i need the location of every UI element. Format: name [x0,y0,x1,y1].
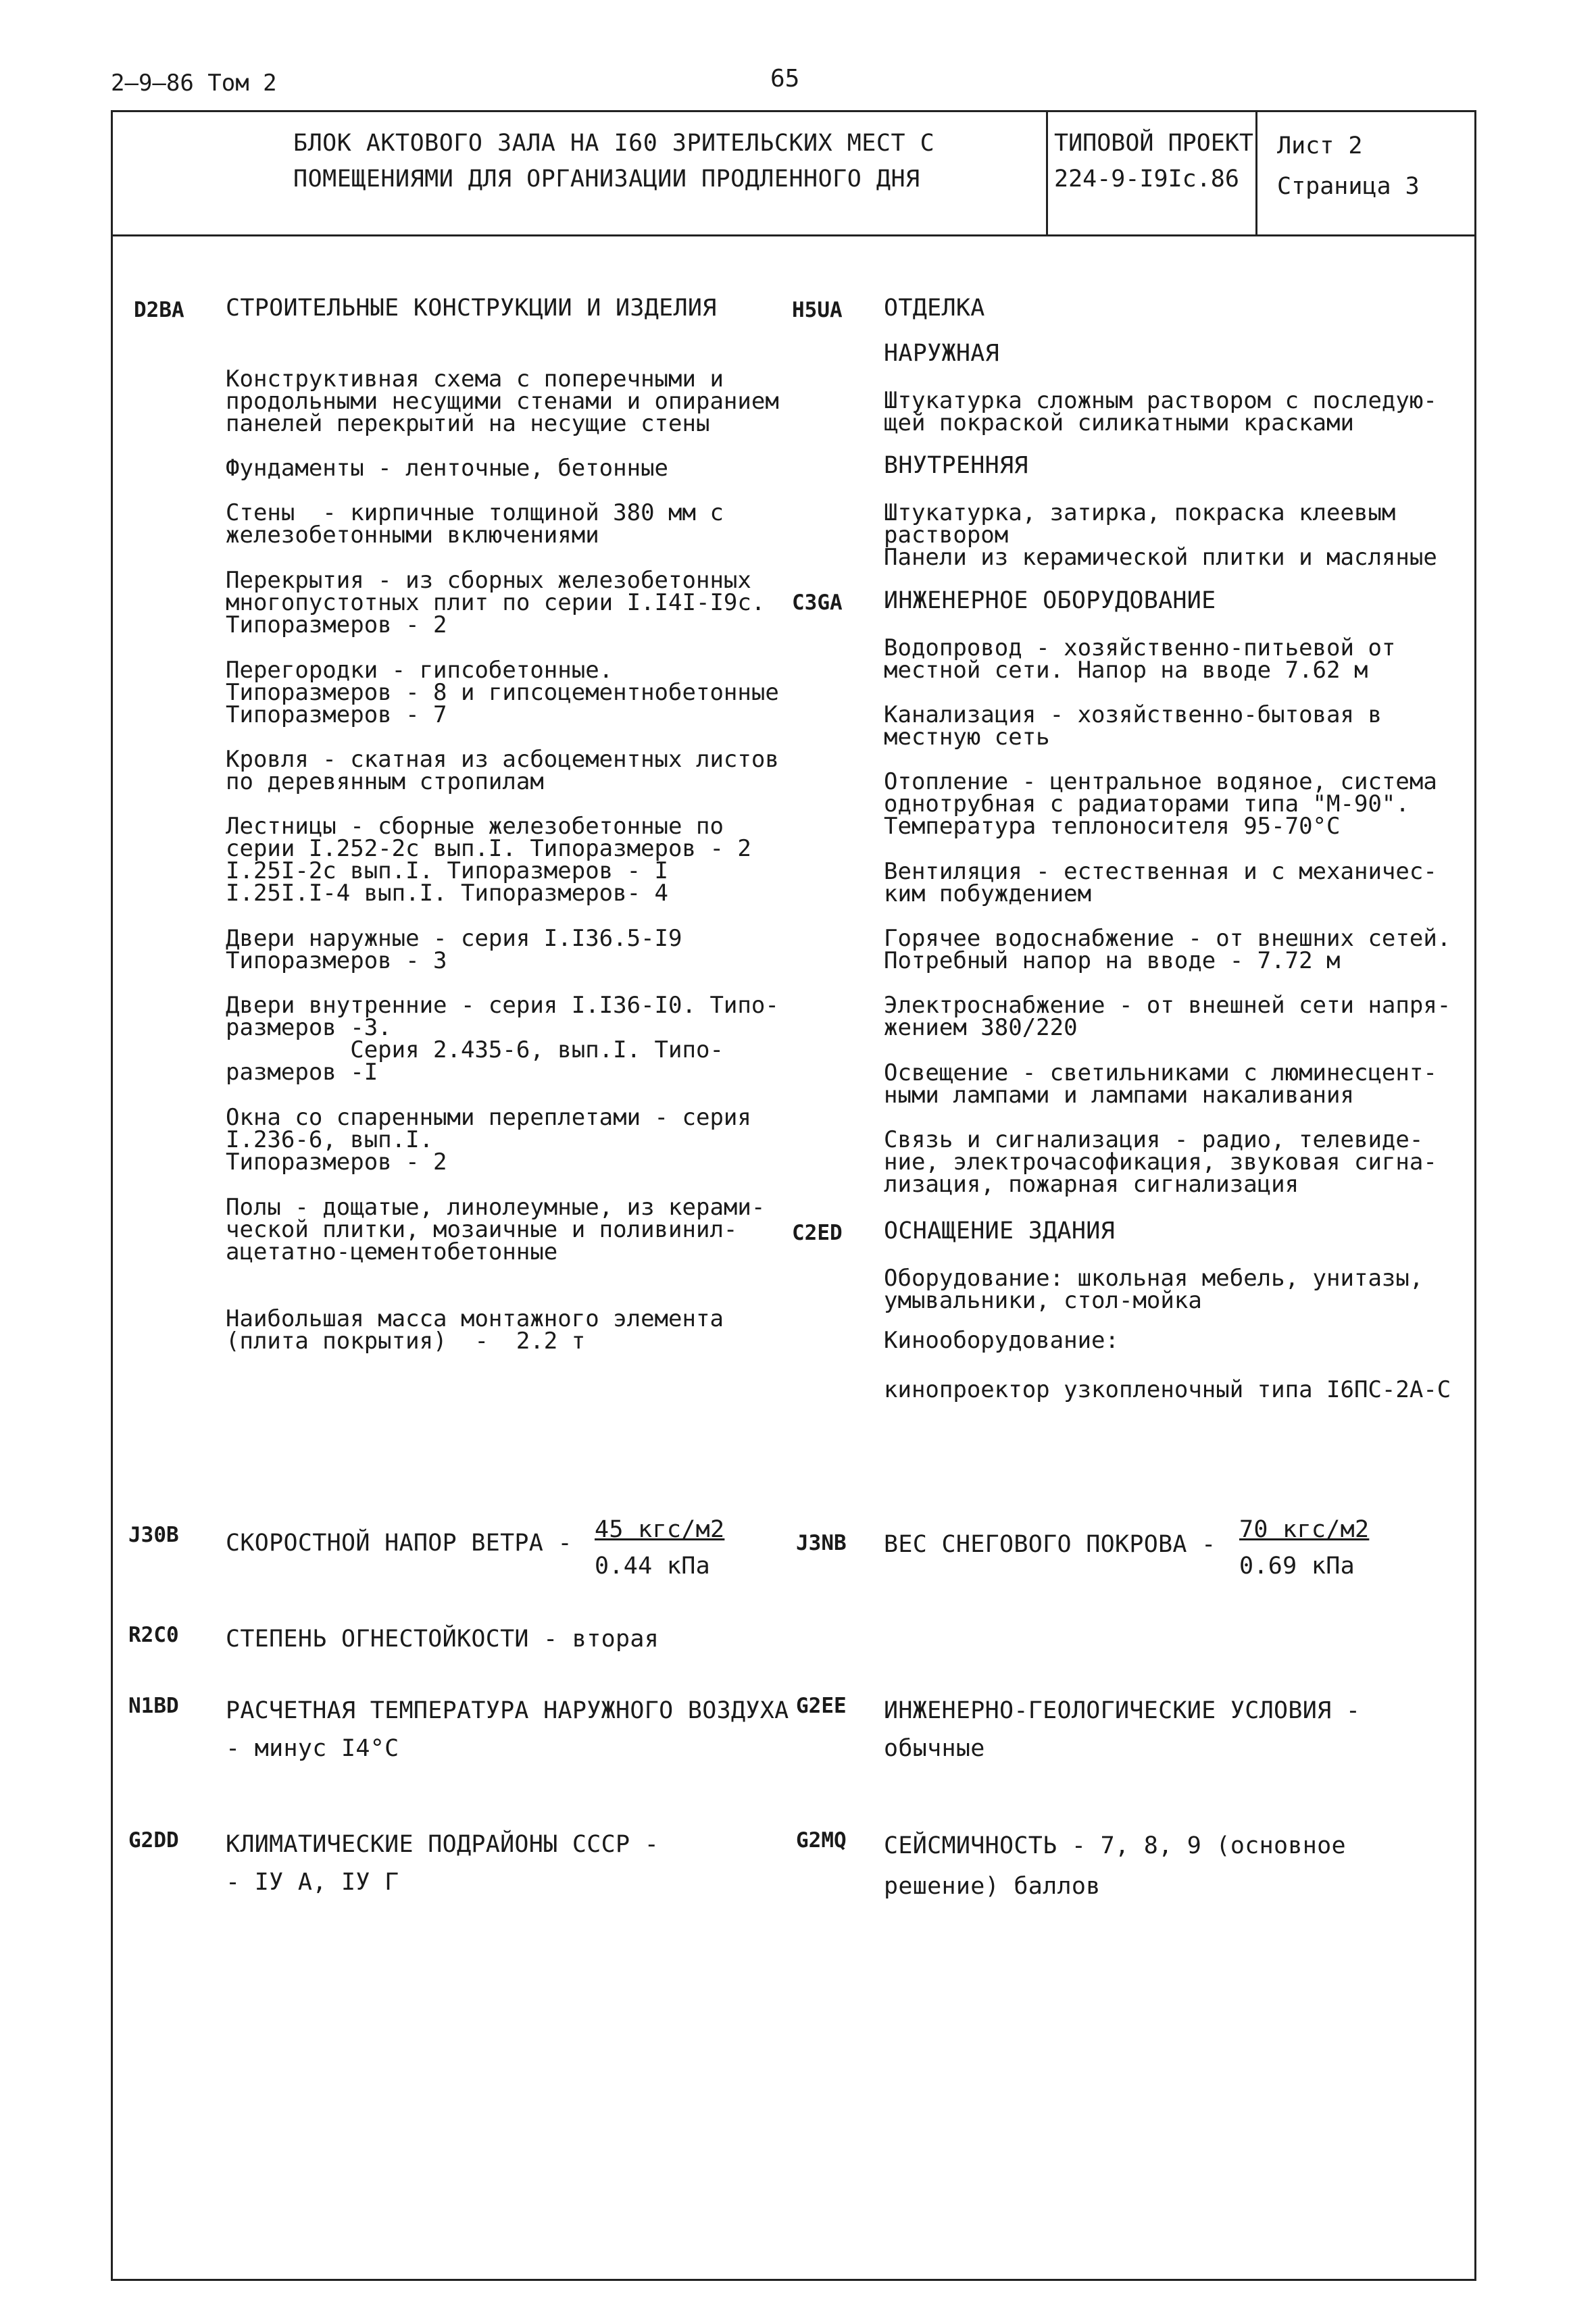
subsection-heading: ВНУТРЕННЯЯ [884,452,1028,479]
interior-doors: Двери внутренние - серия I.I36-I0. Типо- размеров -3. Серия 2.435-6, вып.I. Типо- размеров -I [226,992,779,1086]
foundations: Фундаменты - ленточные, бетонные [226,455,669,482]
param-code: J3NB [796,1531,847,1555]
floor-slabs: Перекрытия - из сборных железобетонных многопустотных плит по серии I.I4I-I9с. Типоразмеров - 2 [226,567,766,638]
communications: Связь и сигнализация - радио, телевиде- ние, электрочасофикация, звуковая сигна- лизация, пожарная сигнализация [884,1126,1437,1198]
document-title: БЛОК АКТОВОГО ЗАЛА НА I60 ЗРИТЕЛЬСКИХ МЕСТ С ПОМЕЩЕНИЯМИ ДЛЯ ОРГАНИЗАЦИИ ПРОДЛЕННОГО ДНЯ [293,130,935,193]
interior-finish: Штукатурка, затирка, покраска клеевым раствором Панели из керамической плитки и масляные [884,499,1437,571]
power-supply: Электроснабжение - от внешней сети напря- жением 380/220 [884,992,1451,1041]
walls: Стены - кирпичные толщиной 380 мм с железобетонными включениями [226,499,724,549]
lighting: Освещение - светильниками с люминесцент- ными лампами и лампами накаливания [884,1059,1437,1109]
ventilation: Вентиляция - естественная и с механичес- ким побуждением [884,858,1437,907]
section-heading: СТРОИТЕЛЬНЫЕ КОНСТРУКЦИИ И ИЗДЕЛИЯ [226,295,717,322]
section-code: H5UA [792,298,843,322]
document-reference: 2–9–86 Том 2 [111,70,277,97]
snow-load-value-si: 0.69 кПа [1239,1553,1355,1580]
title-divider-2 [1255,110,1257,236]
fire-resistance: СТЕПЕНЬ ОГНЕСТОЙКОСТИ - вторая [226,1626,659,1653]
snow-load-value: 70 кгс/м2 [1239,1516,1370,1543]
geology-label: ИНЖЕНЕРНО-ГЕОЛОГИЧЕСКИЕ УСЛОВИЯ - [884,1697,1361,1724]
page-number: 65 [770,65,800,93]
project-number: ТИПОВОЙ ПРОЕКТ 224-9-I9Iс.86 [1054,130,1254,193]
heating: Отопление - центральное водяное, система однотрубная с радиаторами типа "М-90". Температура теплоносителя 95-70°С [884,768,1437,840]
section-code: C2ED [792,1221,843,1245]
sewerage: Канализация - хозяйственно-бытовая в местную сеть [884,701,1382,751]
floors: Полы - дощатые, линолеумные, из керами- ческой плитки, мозаичные и поливинил- ацетатно-цементобетонные [226,1194,766,1265]
stairs: Лестницы - сборные железобетонные по серии I.252-2с вып.I. Типоразмеров - 2 I.25I-2с вып.I. Типоразмеров - I I.25I.I-4 вып.I. Типоразмеров- 4 [226,813,751,907]
climate-subregions-value: - IУ А, IУ Г [226,1869,399,1896]
cinema-projector: кинопроектор узкопленочный типа I6ПС-2А-С [884,1376,1451,1403]
param-code: G2MQ [796,1828,847,1853]
roof: Кровля - скатная из асбоцементных листов по деревянным стропилам [226,746,779,795]
hot-water: Горячее водоснабжение - от внешних сетей. Потребный напор на вводе - 7.72 м [884,925,1451,974]
windows: Окна со спаренными переплетами - серия I.236-6, вып.I. Типоразмеров - 2 [226,1104,751,1176]
water-supply: Водопровод - хозяйственно-питьевой от местной сети. Напор на вводе 7.62 м [884,634,1396,684]
partitions: Перегородки - гипсобетонные. Типоразмеров - 8 и гипсоцементнобетонные Типоразмеров - 7 [226,657,779,728]
max-element-mass: Наибольшая масса монтажного элемента (плита покрытия) - 2.2 т [226,1305,724,1355]
section-heading: ИНЖЕНЕРНОЕ ОБОРУДОВАНИЕ [884,587,1216,614]
exterior-finish: Штукатурка сложным раствором с последую- щей покраской силикатными красками [884,387,1437,436]
seismicity-label: СЕЙСМИЧНОСТЬ - 7, 8, 9 (основное [884,1832,1346,1859]
sheet-info: Лист 2 Страница 3 [1277,132,1420,200]
equipment: Оборудование: школьная мебель, унитазы, умывальники, стол-мойка [884,1265,1424,1314]
section-heading: ОСНАЩЕНИЕ ЗДАНИЯ [884,1217,1115,1244]
section-code: C3GA [792,590,843,615]
cinema-equipment: Кинооборудование: [884,1327,1119,1354]
param-code: R2C0 [128,1623,179,1647]
param-code: G2EE [796,1694,847,1718]
param-code: J30B [128,1523,179,1547]
param-code: G2DD [128,1828,179,1853]
param-code: N1BD [128,1694,179,1718]
design-temperature-value: - минус I4°С [226,1735,399,1762]
wind-pressure-value-si: 0.44 кПа [595,1553,710,1580]
section-heading: ОТДЕЛКА [884,295,985,322]
section-code: D2BA [134,298,184,322]
climate-subregions-label: КЛИМАТИЧЕСКИЕ ПОДРАЙОНЫ СССР - [226,1831,659,1858]
wind-pressure-value: 45 кгс/м2 [595,1516,725,1543]
geology-value: обычные [884,1735,985,1762]
wind-pressure-label: СКОРОСТНОЙ НАПОР ВЕТРА - [226,1530,572,1557]
design-temperature-label: РАСЧЕТНАЯ ТЕМПЕРАТУРА НАРУЖНОГО ВОЗДУХА [226,1697,789,1724]
title-divider-1 [1046,110,1048,236]
structure-scheme: Конструктивная схема с поперечными и продольными несущими стенами и опиранием панелей перекрытий на несущие стены [226,366,779,437]
exterior-doors: Двери наружные - серия I.I36.5-I9 Типоразмеров - 3 [226,925,682,974]
seismicity-value: решение) баллов [884,1873,1101,1900]
subsection-heading: НАРУЖНАЯ [884,340,999,367]
snow-load-label: ВЕС СНЕГОВОГО ПОКРОВА - [884,1531,1216,1558]
